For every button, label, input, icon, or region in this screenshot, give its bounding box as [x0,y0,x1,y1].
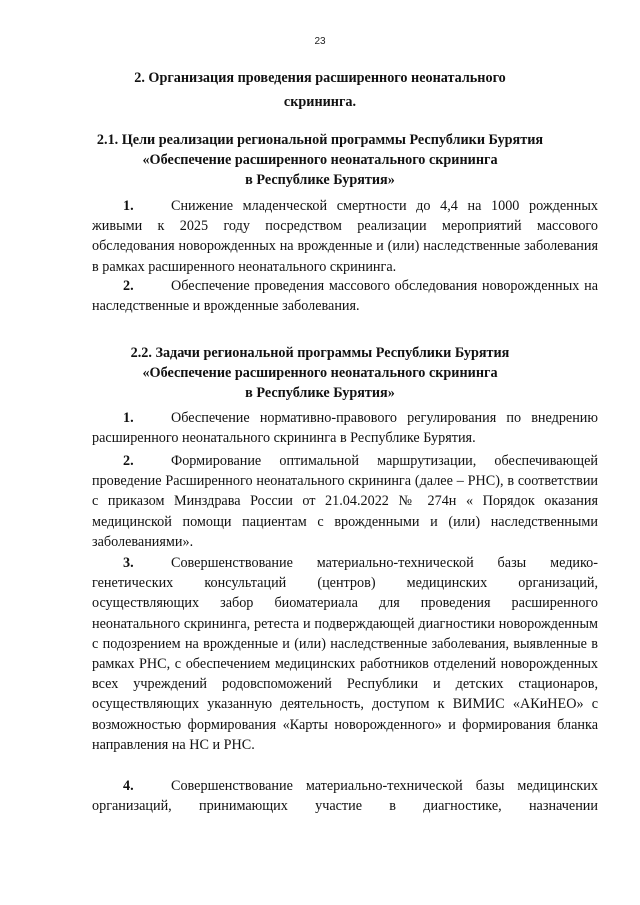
goal-item-text: Обеспечение проведения массового обследования новорожденных на наследственные и врожденные заболевания. [92,278,598,315]
goals-heading-line-3: в Республике Бурятия» [245,172,395,188]
goal-item-number: 2. [123,278,134,294]
task-item-number: 4. [123,778,134,794]
task-item-2 [92,451,598,552]
section-title-line-1: 2. Организация проведения расширенного неонатального [134,70,506,86]
tasks-heading-line-2: «Обеспечение расширенного неонатального скрининга [142,365,498,381]
goals-heading-line-1: 2.1. Цели реализации региональной программы Республики Бурятия [96,132,544,148]
task-item-text: Совершенствование материально-технической базы медицинских организаций, принимающих участие в диагностике, назначении [92,778,598,815]
task-item-number: 2. [123,453,134,469]
tasks-heading-line-3: в Республике Бурятия» [245,385,395,401]
task-item-text: Совершенствование материально-технической базы медико-генетических консультаций (центров) медицинских организаций, осуществляющих забор биоматериала для проведения расширенного неонатального скрининга, ретеста и подверждающей диагностики новорожденным с подозрением на врожденные и (или) наследственные заболевания, выявленные в рамках РНС, с обеспечением медицинских работников отделений новорожденных всех учреждений родовспоможений Республики и детских стационаров, осуществляющих указанную деятельность, доступом к ВИМИС «АКиНЕО» с возможностью формирования «Карты новорожденного» и формирования бланка направления на НС и РНС. [92,555,598,753]
section-title-line-2: скрининга. [283,94,357,110]
task-item-number: 3. [123,555,134,571]
page-number: 23 [314,36,326,47]
task-item-text: Обеспечение нормативно-правового регулирования по внедрению расширенного неонатального скрининга в Республике Бурятия. [92,410,598,447]
goal-item-number: 1. [123,198,134,214]
task-item-4 [92,776,598,816]
goal-item-text: Снижение младенческой смертности до 4,4 на 1000 рожденных живыми к 2025 году посредством реализации мероприятий массового обследования новорожденных на врожденные и (или) наследственные заболевания в рамках расширенного неонатального скрининга. [92,198,598,275]
tasks-heading-line-1: 2.2. Задачи региональной программы Республики Бурятия [130,345,510,361]
goal-item-1 [92,196,598,277]
task-item-number: 1. [123,410,134,426]
goal-item-2 [92,276,598,316]
task-item-3 [92,553,598,755]
goals-heading-line-2: «Обеспечение расширенного неонатального скрининга [142,152,498,168]
task-item-1 [92,408,598,448]
task-item-text: Формирование оптимальной маршрутизации, обеспечивающей проведение Расширенного неонатального скрининга (далее – РНС), в соответствии с приказом Минздрава России от 21.04.2022 № 274н « Порядок оказания медицинской помощи пациентам с врожденными и (или) наследственными заболеваниями». [92,453,598,550]
